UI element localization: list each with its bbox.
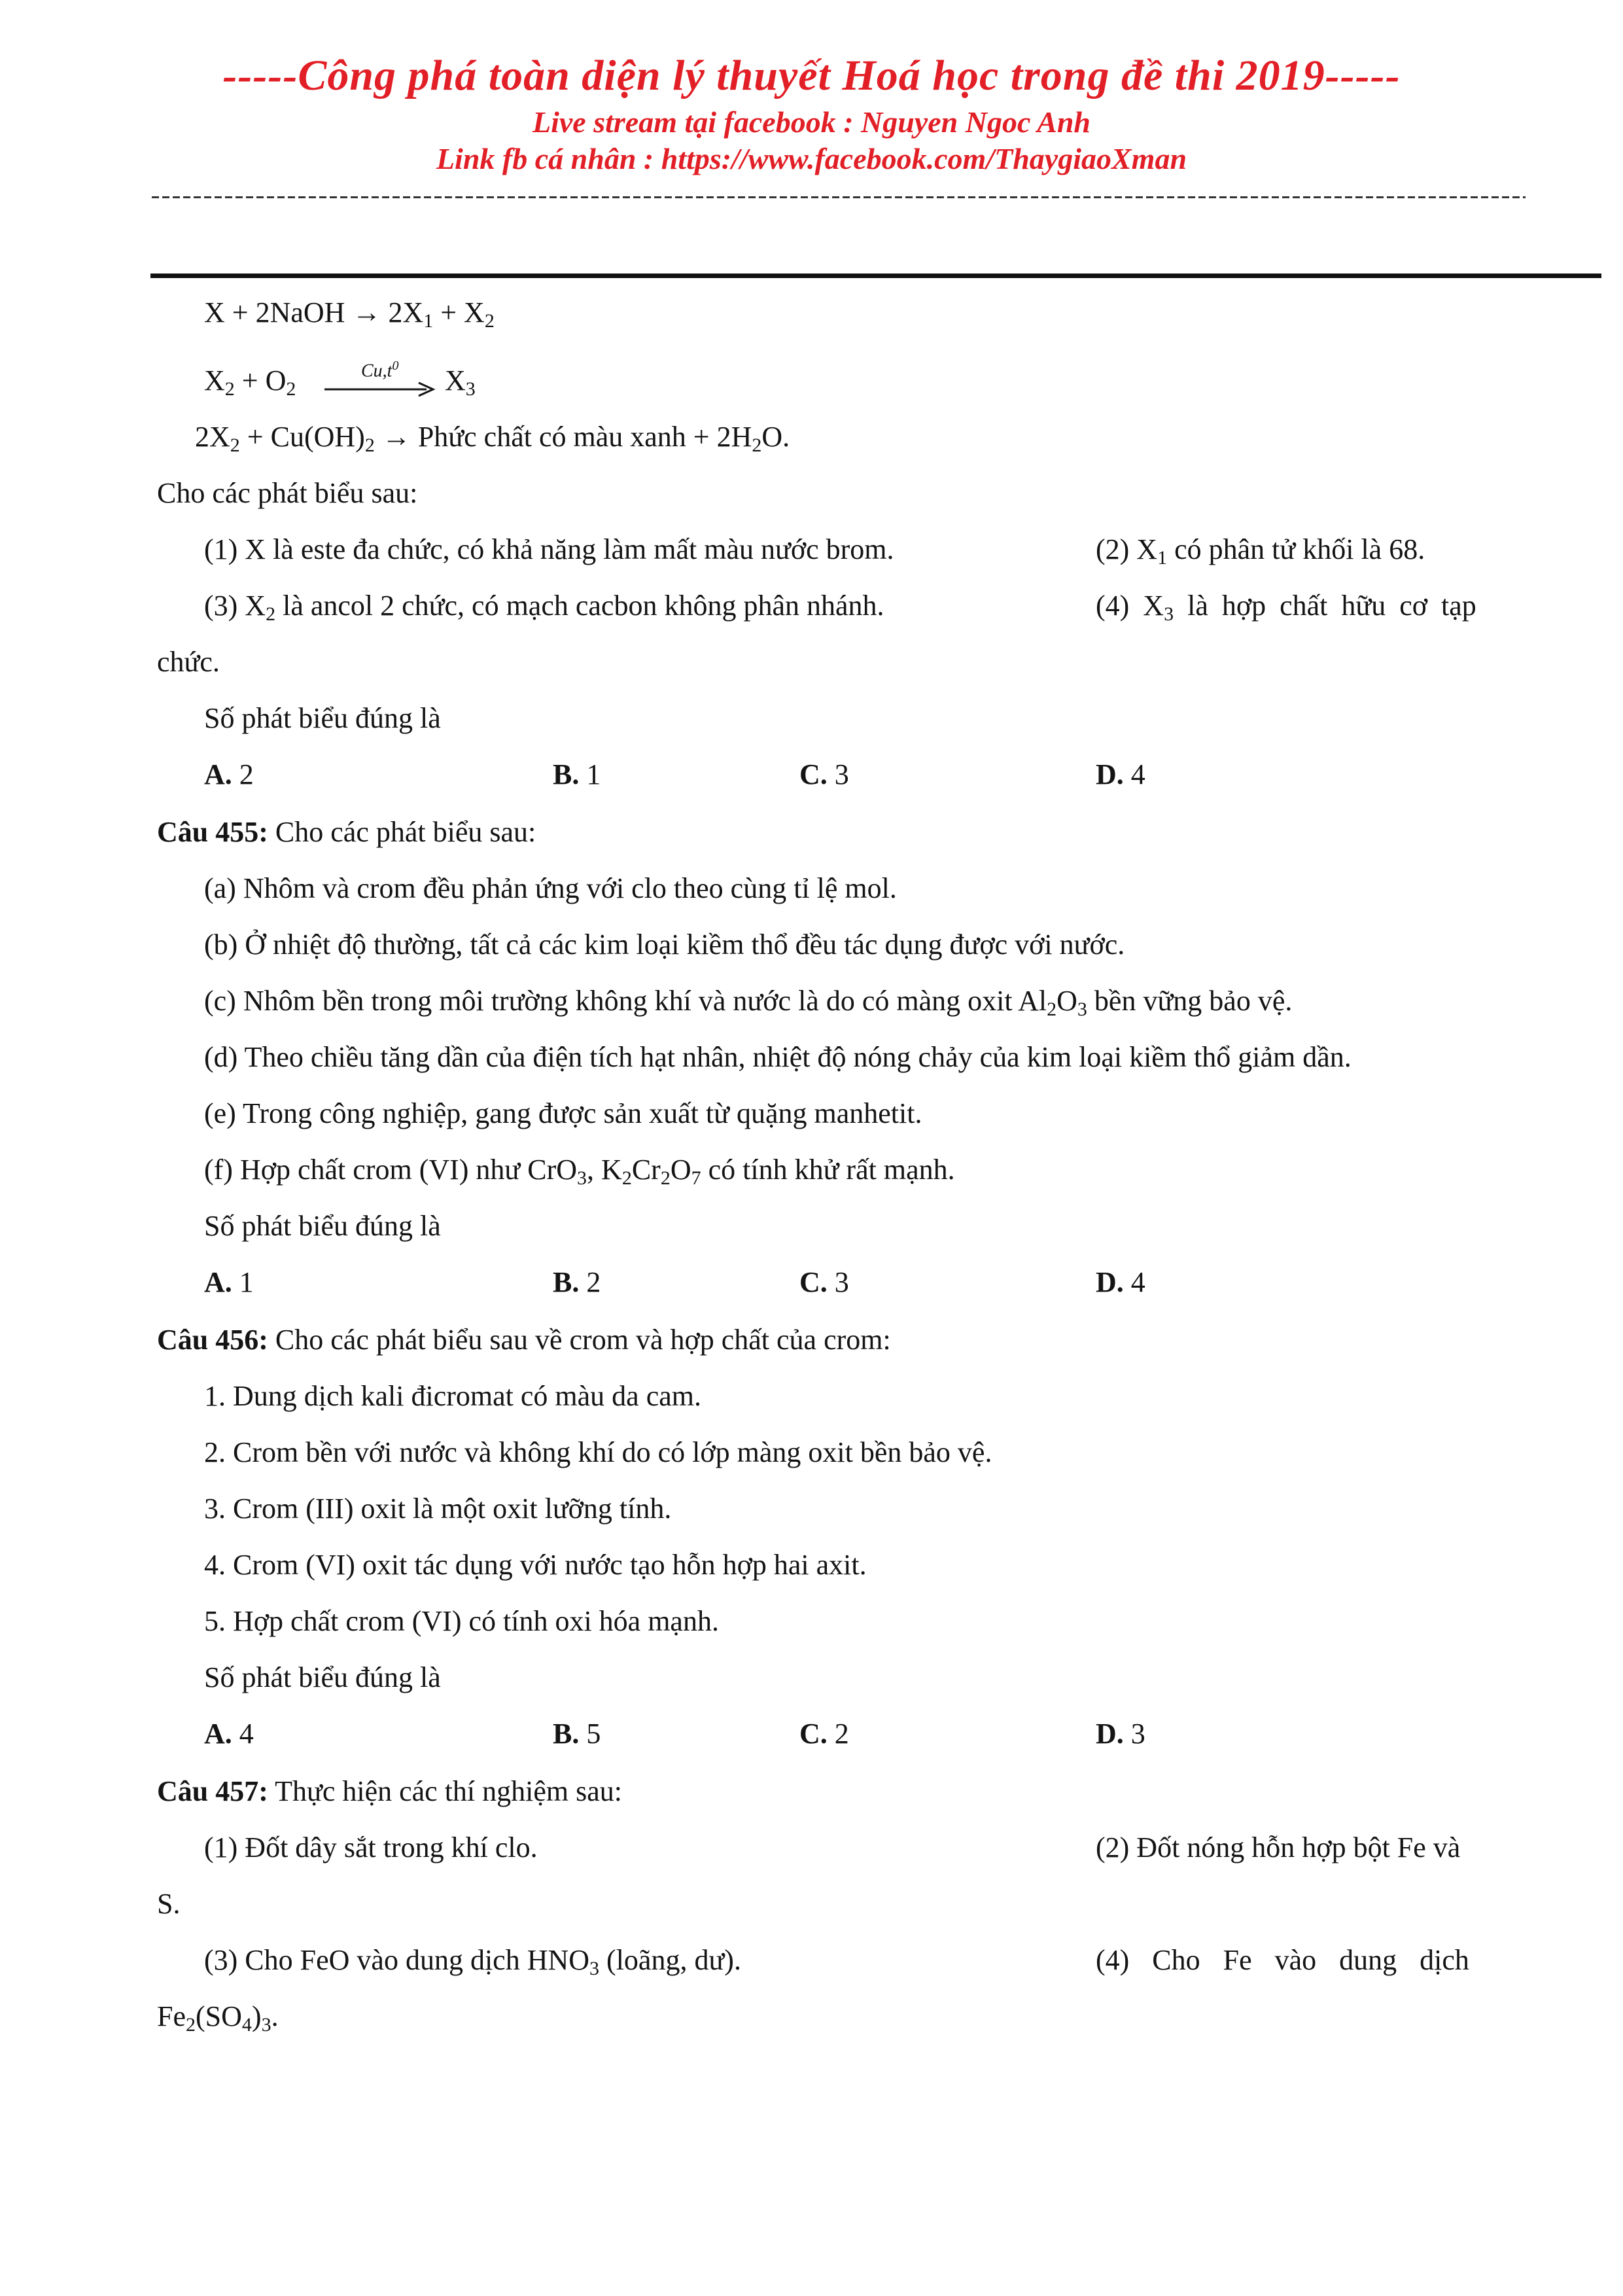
q456-statement-4: 4. Crom (VI) oxit tác dụng với nước tạo hỗn hợp hai axit. [204,1549,867,1581]
q455-statement-b: (b) Ở nhiệt độ thường, tất cả các kim loại kiềm thổ đều tác dụng được với nước. [204,928,1125,961]
q456-statement-3: 3. Crom (III) oxit là một oxit lưỡng tính. [204,1492,672,1525]
q454-statement-4: (4) $X_3$ là hợp chất hữu cơ tạp [1096,590,1476,625]
reaction-2-condition: $Cu,t^0$ [361,359,399,381]
right-arrow-icon [324,370,436,409]
q455-statement-f: (f) Hợp chất crom (VI) như CrO$_3$, $K_2Cr_2O_7$ có tính khử rất mạnh. [204,1154,955,1189]
q456-statement-1: 1. Dung dịch kali đicromat có màu da cam. [204,1380,701,1412]
q456-ask: Số phát biểu đúng là [204,1661,441,1693]
q455-statement-e: (e) Trong công nghiệp, gang được sản xuất từ quặng manhetit. [204,1097,922,1129]
q457-experiment-4: (4) Cho Fe vào dung dịch [1096,1944,1469,1976]
q454-option-c[interactable]: C. 3 [799,758,849,790]
q457-experiment-3: (3) Cho FeO vào dung dịch $HNO_3$ (loãng, dư). [204,1944,741,1979]
q456-option-d[interactable]: D. 3 [1096,1718,1145,1750]
reaction-1: X + 2NaOH → $2X_1 + X_2$ [204,296,495,332]
reaction-2-left: $X_2 + O_2$ [204,364,296,400]
reaction-2-right: $X_3$ [445,364,476,400]
q457-heading: Câu 457: Thực hiện các thí nghiệm sau: [157,1775,623,1807]
q454-statement-4-cont: chức. [157,646,220,678]
q454-option-d[interactable]: D. 4 [1096,758,1145,790]
header-title: -----Công phá toàn diện lý thuyết Hoá học trong đề thi 2019----- [222,52,1401,99]
q454-statement-1: (1) X là este đa chức, có khả năng làm mất màu nước brom. [204,533,894,565]
q454-statement-2: (2) $X_1$ có phân tử khối là 68. [1096,533,1425,569]
q455-heading: Câu 455: Cho các phát biểu sau: [157,816,536,848]
q454-intro: Cho các phát biểu sau: [157,477,418,509]
q456-option-a[interactable]: A. 4 [204,1718,254,1750]
q455-ask: Số phát biểu đúng là [204,1210,441,1242]
q455-statement-c: (c) Nhôm bền trong môi trường không khí và nước là do có màng oxit $Al_2O_3$ bền vững bảo vệ. [204,985,1293,1020]
q454-option-b[interactable]: B. 1 [553,758,601,790]
q455-option-b[interactable]: B. 2 [553,1266,601,1298]
q456-heading: Câu 456: Cho các phát biểu sau về crom và hợp chất của crom: [157,1324,891,1356]
horizontal-rule [150,274,1601,278]
q455-statement-a: (a) Nhôm và crom đều phản ứng với clo theo cùng tỉ lệ mol. [204,872,897,904]
q454-option-a[interactable]: A. 2 [204,758,254,790]
q454-ask: Số phát biểu đúng là [204,702,441,734]
reaction-3: $2X_2 + Cu(OH)_2$ → Phức chất có màu xanh + $2H_2O$. [195,421,790,456]
q454-statement-3: (3) $X_2$ là ancol 2 chức, có mạch cacbon không phân nhánh. [204,590,884,625]
q455-option-c[interactable]: C. 3 [799,1266,849,1298]
header-link[interactable]: Link fb cá nhân : https://www.facebook.com/ThaygiaoXman [436,142,1187,175]
q456-statement-5: 5. Hợp chất crom (VI) có tính oxi hóa mạnh. [204,1605,719,1637]
q457-experiment-1: (1) Đốt dây sắt trong khí clo. [204,1831,538,1863]
q455-statement-d: (d) Theo chiều tăng dần của điện tích hạt nhân, nhiệt độ nóng chảy của kim loại kiềm thổ giảm dần. [204,1041,1352,1073]
q456-option-c[interactable]: C. 2 [799,1718,849,1750]
q455-option-a[interactable]: A. 1 [204,1266,254,1298]
q457-experiment-2: (2) Đốt nóng hỗn hợp bột Fe và [1096,1831,1461,1863]
q456-option-b[interactable]: B. 5 [553,1718,601,1750]
q455-option-d[interactable]: D. 4 [1096,1266,1145,1298]
q456-statement-2: 2. Crom bền với nước và không khí do có lớp màng oxit bền bảo vệ. [204,1436,992,1468]
dashed-separator [152,196,1526,198]
q457-experiment-4-cont: $Fe_2(SO_4)_3$. [157,2000,279,2036]
header-livestream: Live stream tại facebook : Nguyen Ngoc Anh [532,105,1091,139]
q457-experiment-2-cont: S. [157,1888,181,1920]
